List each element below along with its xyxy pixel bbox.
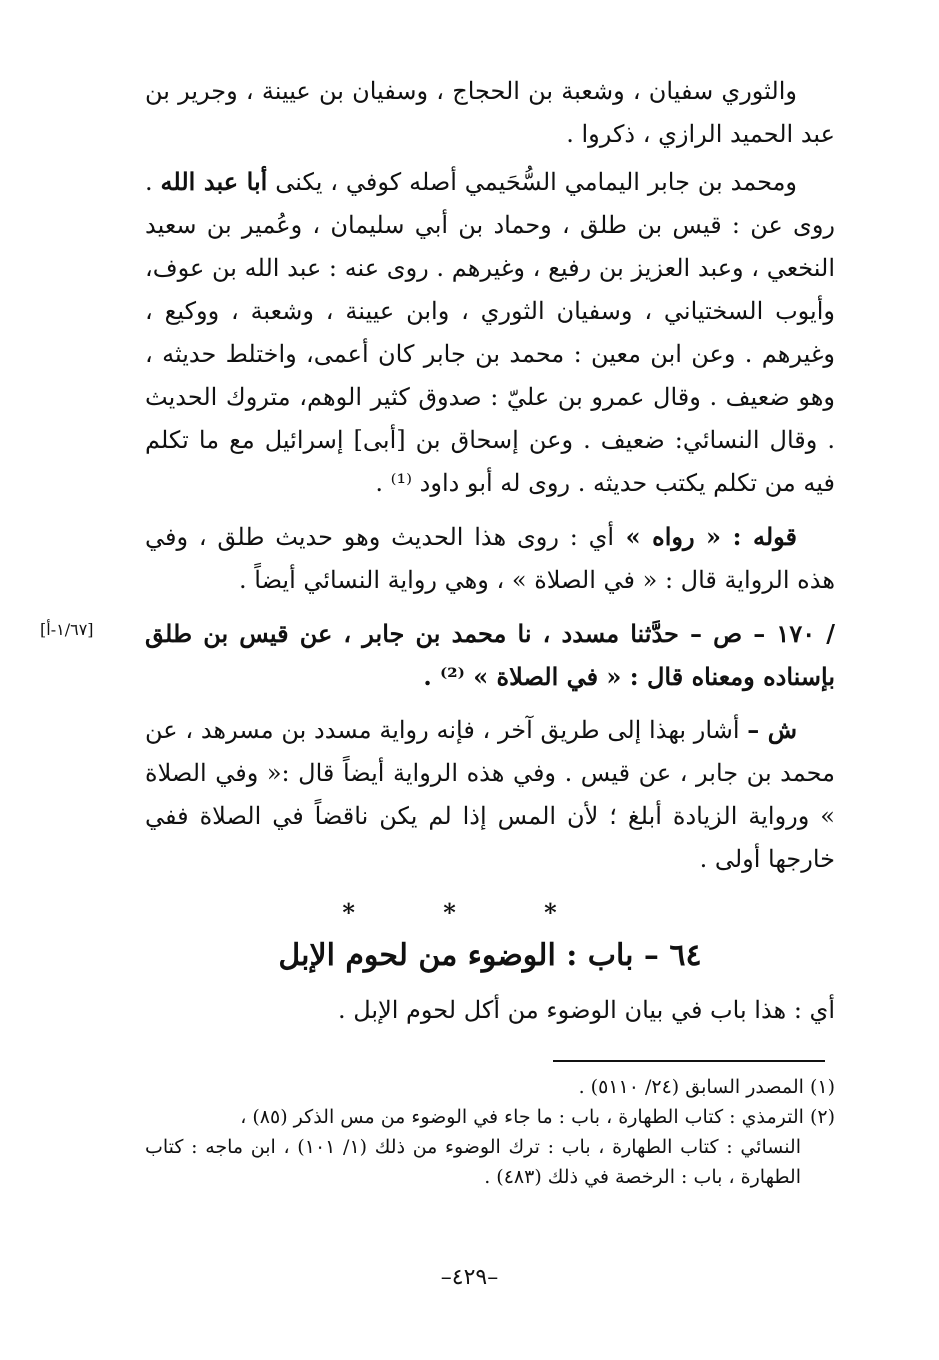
biography-kunya: أبا عبد الله: [160, 167, 268, 196]
manuscript-folio-marker: [١/٦٧-أ]: [40, 620, 94, 639]
explanation-paragraph: [145, 708, 835, 881]
narrators-paragraph: والثوري سفيان ، وشعبة بن الحجاج ، وسفيان بن عيينة ، وجرير بن عبد الحميد الرازي ، ذكروا .: [145, 77, 835, 148]
footnotes: [145, 1072, 835, 1192]
explanation-lead: ش –: [747, 715, 798, 744]
biography-lead: ومحمد بن جابر اليمامي السُّحَيمي أصله كوفي ، يكنى: [267, 168, 798, 196]
footnote-divider: [553, 1060, 825, 1062]
chapter-description: أي : هذا باب في بيان الوضوء من أكل لحوم الإبل .: [337, 996, 835, 1024]
section-separator: * * *: [342, 898, 597, 927]
footnote-2-first-line: (٢) الترمذي : كتاب الطهارة ، باب : ما جاء في الوضوء من مس الذكر (٨٥) ،: [240, 1106, 835, 1128]
footnote-2-continuation: النسائي : كتاب الطهارة ، باب : ترك الوضوء من ذلك (١/ ١٠١) ، ابن ماجه : كتاب الطهارة ، باب : الرخصة في ذلك (٤٨٣) .: [145, 1136, 801, 1188]
biography-text: . روى عن : قيس بن طلق ، وحماد بن أبي سليمان ، وعُمير بن سعيد النخعي ، وعبد العزيز بن رفيع ، وغيرهم . روى عنه : عبد الله بن عوف، وأيوب السختياني ، وسفيان الثوري ، وابن عيينة ، وشعبة ، ووكيع ، وغيرهم . وعن ابن معين : محمد بن جابر كان أعمى، واختلط حديثه ، وهو ضعيف . وقال عمرو بن عليّ : صدوق كثير الوهم، متروك الحديث . وقال النسائي: ضعيف . وعن إسحاق بن [أبى] إسرائيل مع ما تكلم فيه من تكلم يكتب حديثه . روى له أبو داود ⁽¹⁾ .: [145, 168, 835, 497]
chapter-title: ٦٤ – باب : الوضوء من لحوم الإبل: [278, 938, 702, 973]
main-text: [145, 70, 835, 881]
biography-paragraph: [145, 160, 835, 505]
commentary-lead: قوله :: [732, 522, 798, 551]
commentary-text: أي : روى هذا الحديث وهو حديث طلق ، وفي هذه الرواية قال : « في الصلاة » ، وهي رواية النسائي أيضاً .: [145, 523, 835, 594]
hadith-paragraph: / ١٧٠ – ص – حدَّثنا مسدد ، نا محمد بن جابر ، عن قيس بن طلق بإسناده ومعناه قال : « في الصلاة » ⁽²⁾ .: [145, 619, 835, 691]
commentary-paragraph: [145, 515, 835, 602]
footnote-1: (١) المصدر السابق (٢٤/ ٥١١٠) .: [578, 1076, 835, 1098]
page-number: –٤٢٩–: [440, 1265, 499, 1290]
explanation-text: أشار بهذا إلى طريق آخر ، فإنه رواية مسدد بن مسرهد ، عن محمد بن جابر ، عن قيس . وفي هذه الرواية أيضاً قال :« وفي الصلاة » ورواية الزيادة أبلغ ؛ لأن المس إذا لم يكن ناقضاً في الصلاة ففي خارجها أولى .: [145, 716, 835, 873]
commentary-quote: « رواه »: [614, 522, 733, 551]
